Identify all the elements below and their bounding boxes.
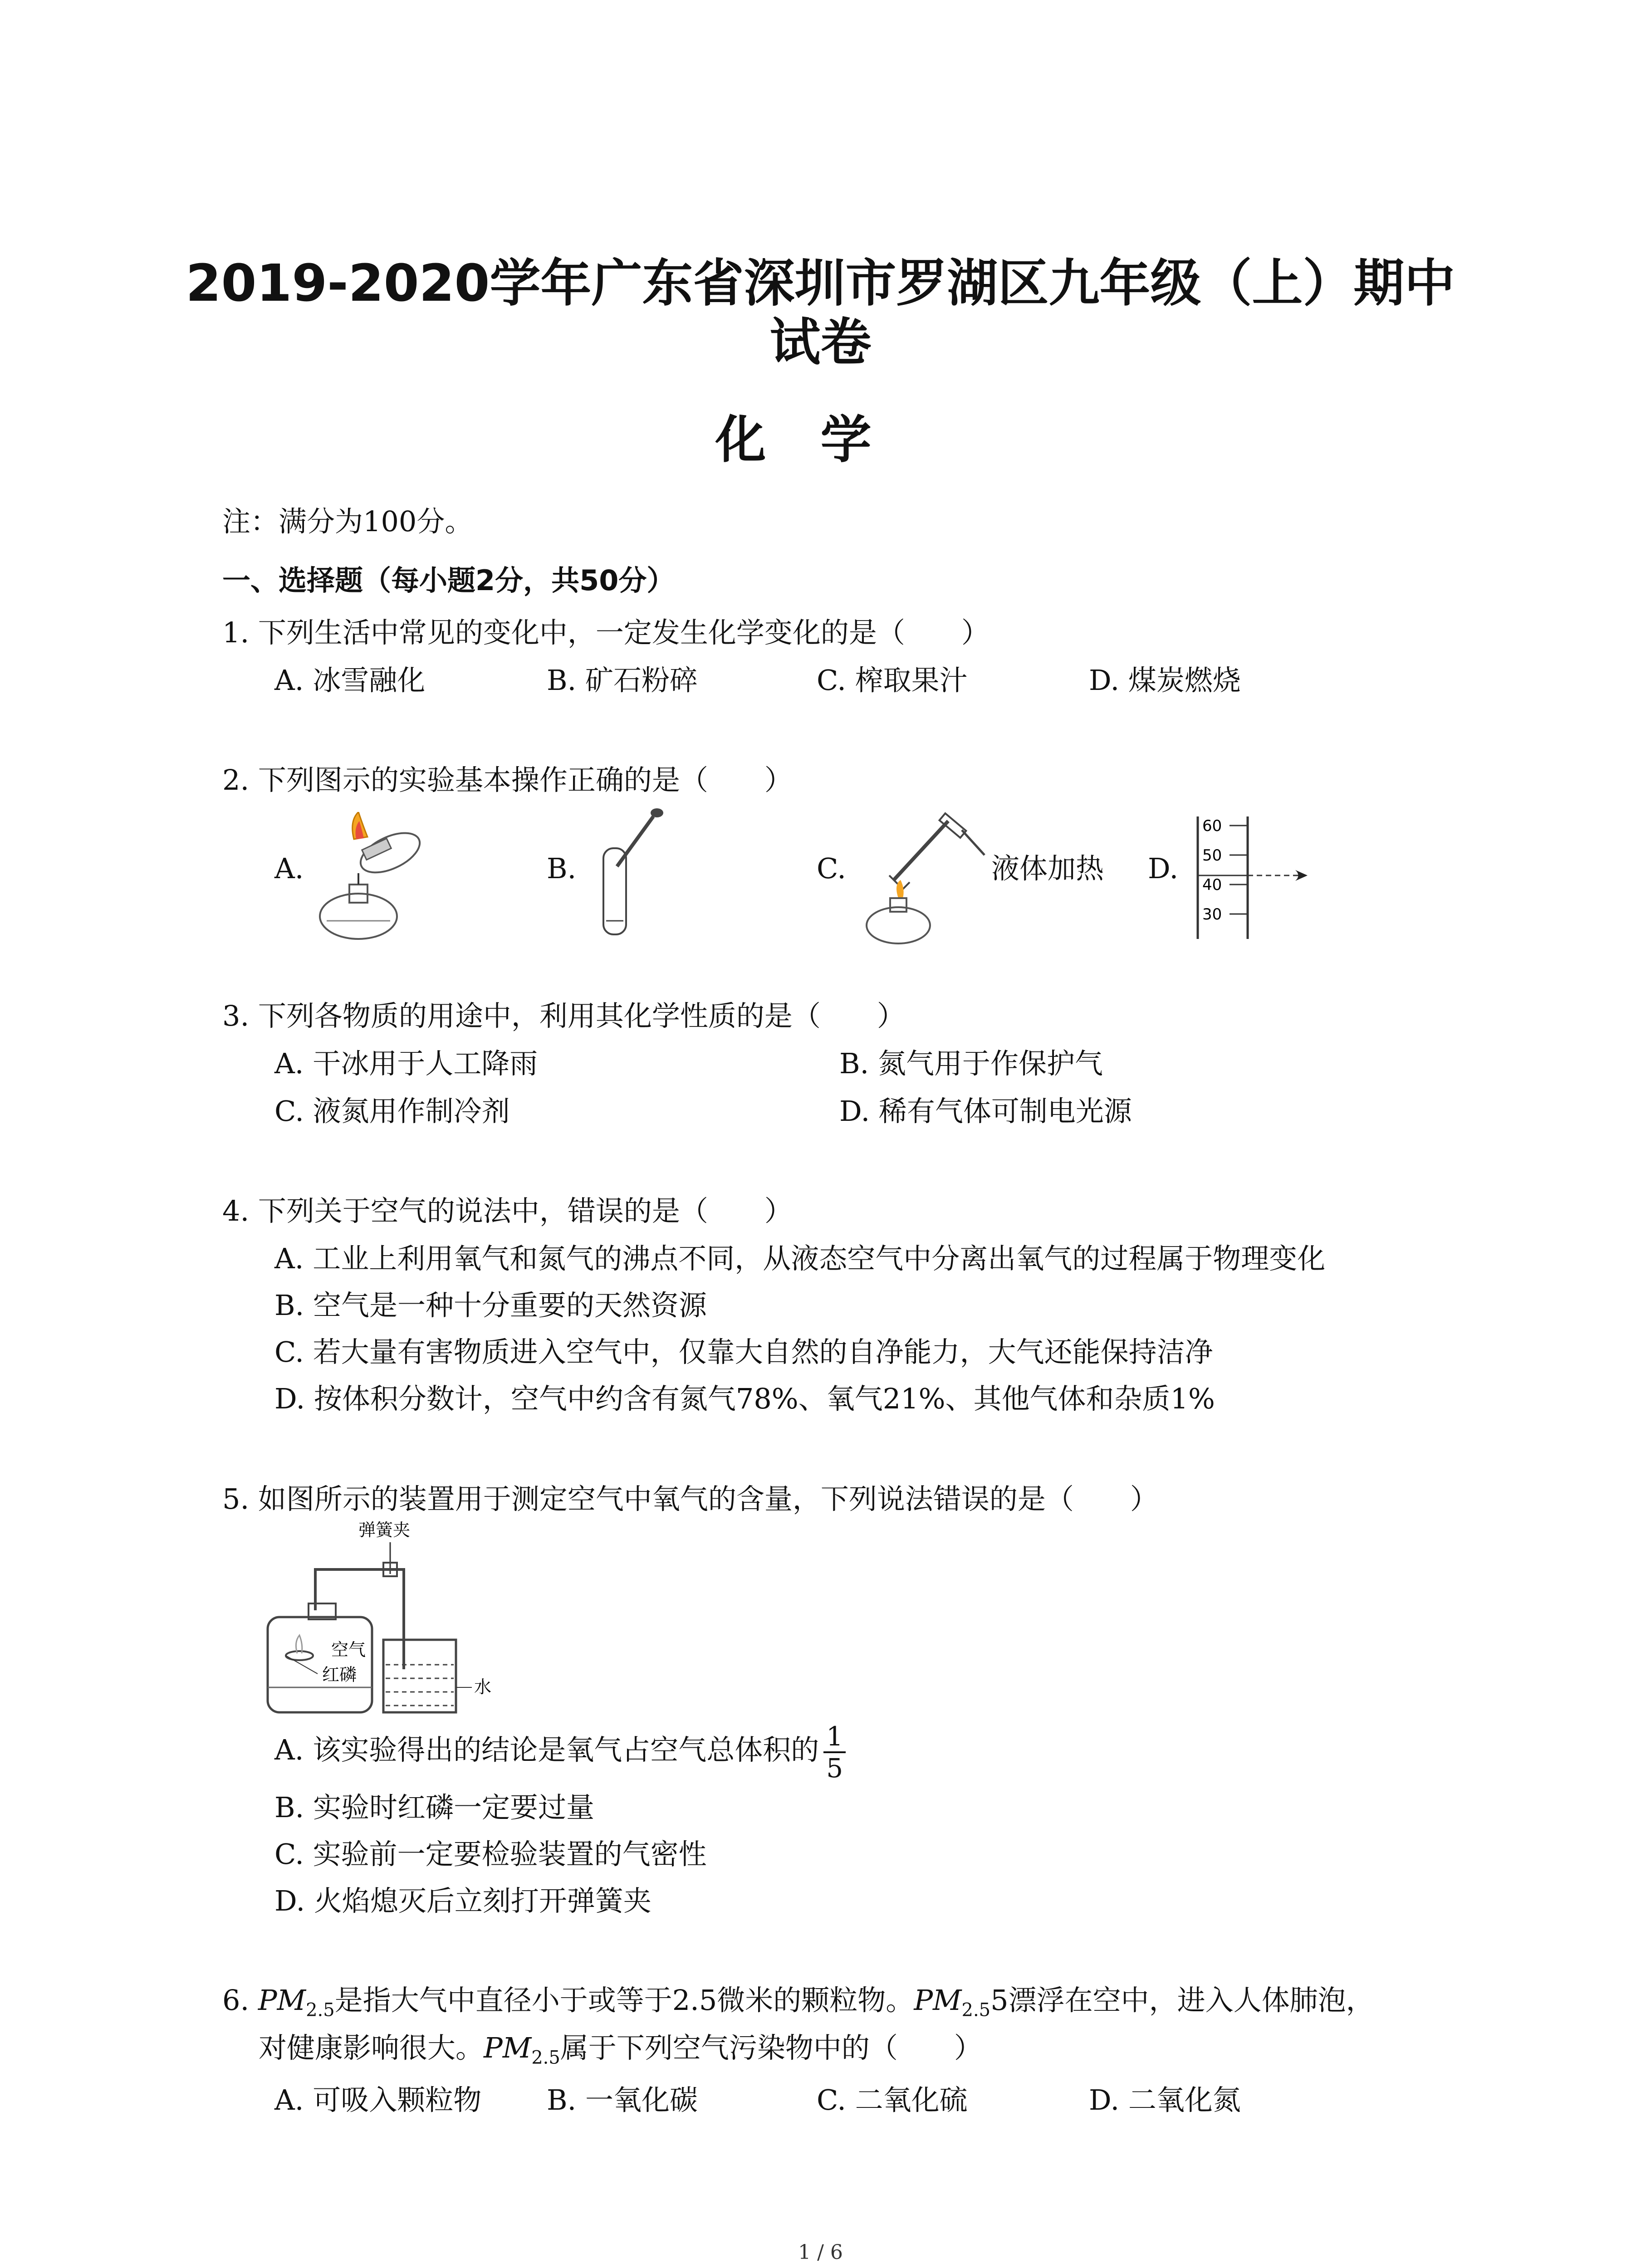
pm-subscript: 2.5 [531, 2047, 560, 2068]
cylinder-tick-50: 50 [1202, 846, 1222, 865]
q3-option-d: D. 稀有气体可制电光源 [839, 1095, 1132, 1128]
q1-option-a: A. 冰雪融化 [274, 664, 426, 697]
pm-symbol: PM [914, 1984, 962, 2017]
label-red-phosphorus: 红磷 [322, 1665, 357, 1685]
q4-option-b: B. 空气是一种十分重要的天然资源 [274, 1289, 707, 1322]
q2-option-d: D. [1148, 852, 1179, 885]
q4-option-c: C. 若大量有害物质进入空气中，仅靠大自然的自净能力，大气还能保持洁净 [274, 1335, 1213, 1369]
fraction-denominator: 5 [826, 1753, 843, 1784]
q6-text-2: 5漂浮在空中，进入人体肺泡， [990, 1984, 1374, 2017]
q1-option-c: C. 榨取果汁 [817, 664, 968, 697]
q6-option-a: A. 可吸入颗粒物 [274, 2083, 482, 2116]
q5-option-a-text: A. 该实验得出的结论是氧气占空气总体积的 [274, 1733, 819, 1767]
q6-option-d: D. 二氧化氮 [1089, 2083, 1241, 2116]
question-4-stem: 4. 下列关于空气的说法中，错误的是（ ） [222, 1194, 793, 1227]
cylinder-tick-30: 30 [1202, 905, 1222, 924]
q1-option-b: B. 矿石粉碎 [547, 664, 698, 697]
liquid-heating-figure [857, 812, 994, 948]
exam-title-line1: 2019-2020学年广东省深圳市罗湖区九年级（上）期中 [186, 254, 1455, 313]
fraction-numerator: 1 [823, 1721, 846, 1753]
q5-option-b: B. 实验时红磷一定要过量 [274, 1791, 594, 1824]
q6-text-4: 属于下列空气污染物中的（ ） [560, 2031, 982, 2064]
q5-option-c: C. 实验前一定要检验装置的气密性 [274, 1838, 707, 1871]
exam-title-line2: 试卷 [769, 313, 872, 372]
graduated-cylinder-figure [1189, 812, 1325, 943]
pm-subscript: 2.5 [306, 1999, 335, 2021]
cylinder-tick-40: 40 [1202, 876, 1222, 894]
q4-option-a: A. 工业上利用氧气和氮气的沸点不同，从液态空气中分离出氧气的过程属于物理变化 [274, 1242, 1326, 1275]
question-2-stem: 2. 下列图示的实验基本操作正确的是（ ） [222, 763, 793, 797]
q6-text-3: 对健康影响很大。 [259, 2031, 484, 2064]
q3-option-c: C. 液氮用作制冷剂 [274, 1095, 510, 1128]
q4-option-d: D. 按体积分数计，空气中约含有氮气78%、氧气21%、其他气体和杂质1% [274, 1382, 1215, 1415]
q6-option-b: B. 一氧化碳 [547, 2083, 698, 2116]
q6-option-c: C. 二氧化硫 [817, 2083, 968, 2116]
q2-c-caption: 液体加热 [991, 852, 1104, 885]
q3-option-b: B. 氮气用于作保护气 [839, 1047, 1103, 1080]
pm-symbol: PM [484, 2031, 532, 2064]
one-fifth-fraction [823, 1721, 846, 1783]
pm-symbol: PM [258, 1984, 306, 2017]
q2-option-b: B. [547, 852, 577, 885]
question-6-stem-line2 [259, 2030, 982, 2076]
cylinder-tick-60: 60 [1202, 817, 1222, 835]
question-1-stem: 1. 下列生活中常见的变化中，一定发生化学变化的是（ ） [222, 616, 989, 649]
subject-heading: 化学 [715, 411, 926, 469]
section-heading: 一、选择题（每小题2分，共50分） [222, 564, 675, 597]
q1-option-d: D. 煤炭燃烧 [1089, 664, 1241, 697]
q6-text-1: 是指大气中直径小于或等于2.5微米的颗粒物。 [334, 1984, 914, 2017]
label-water: 水 [474, 1677, 492, 1697]
score-note: 注：满分为100分。 [222, 505, 473, 538]
question-3-stem: 3. 下列各物质的用途中，利用其化学性质的是（ ） [222, 999, 905, 1032]
question-5-stem: 5. 如图所示的装置用于测定空气中氧气的含量，下列说法错误的是（ ） [222, 1482, 1158, 1515]
q5-option-d: D. 火焰熄灭后立刻打开弹簧夹 [274, 1884, 652, 1917]
oxygen-content-apparatus-figure [254, 1520, 508, 1719]
pm-subscript: 2.5 [961, 1999, 991, 2021]
page-number: 1 / 6 [798, 2241, 843, 2264]
alcohol-lamp-lighting-figure [309, 812, 463, 948]
q5-option-a [274, 1721, 846, 1783]
question-6-stem-line1 [222, 1982, 1374, 2028]
dropper-test-tube-figure [590, 807, 671, 943]
label-air: 空气 [331, 1640, 366, 1660]
q2-option-c: C. [817, 852, 846, 885]
q3-option-a: A. 干冰用于人工降雨 [274, 1047, 538, 1080]
q2-option-a: A. [274, 852, 304, 885]
label-clamp: 弹簧夹 [358, 1520, 411, 1540]
q6-number: 6. [222, 1984, 250, 2017]
